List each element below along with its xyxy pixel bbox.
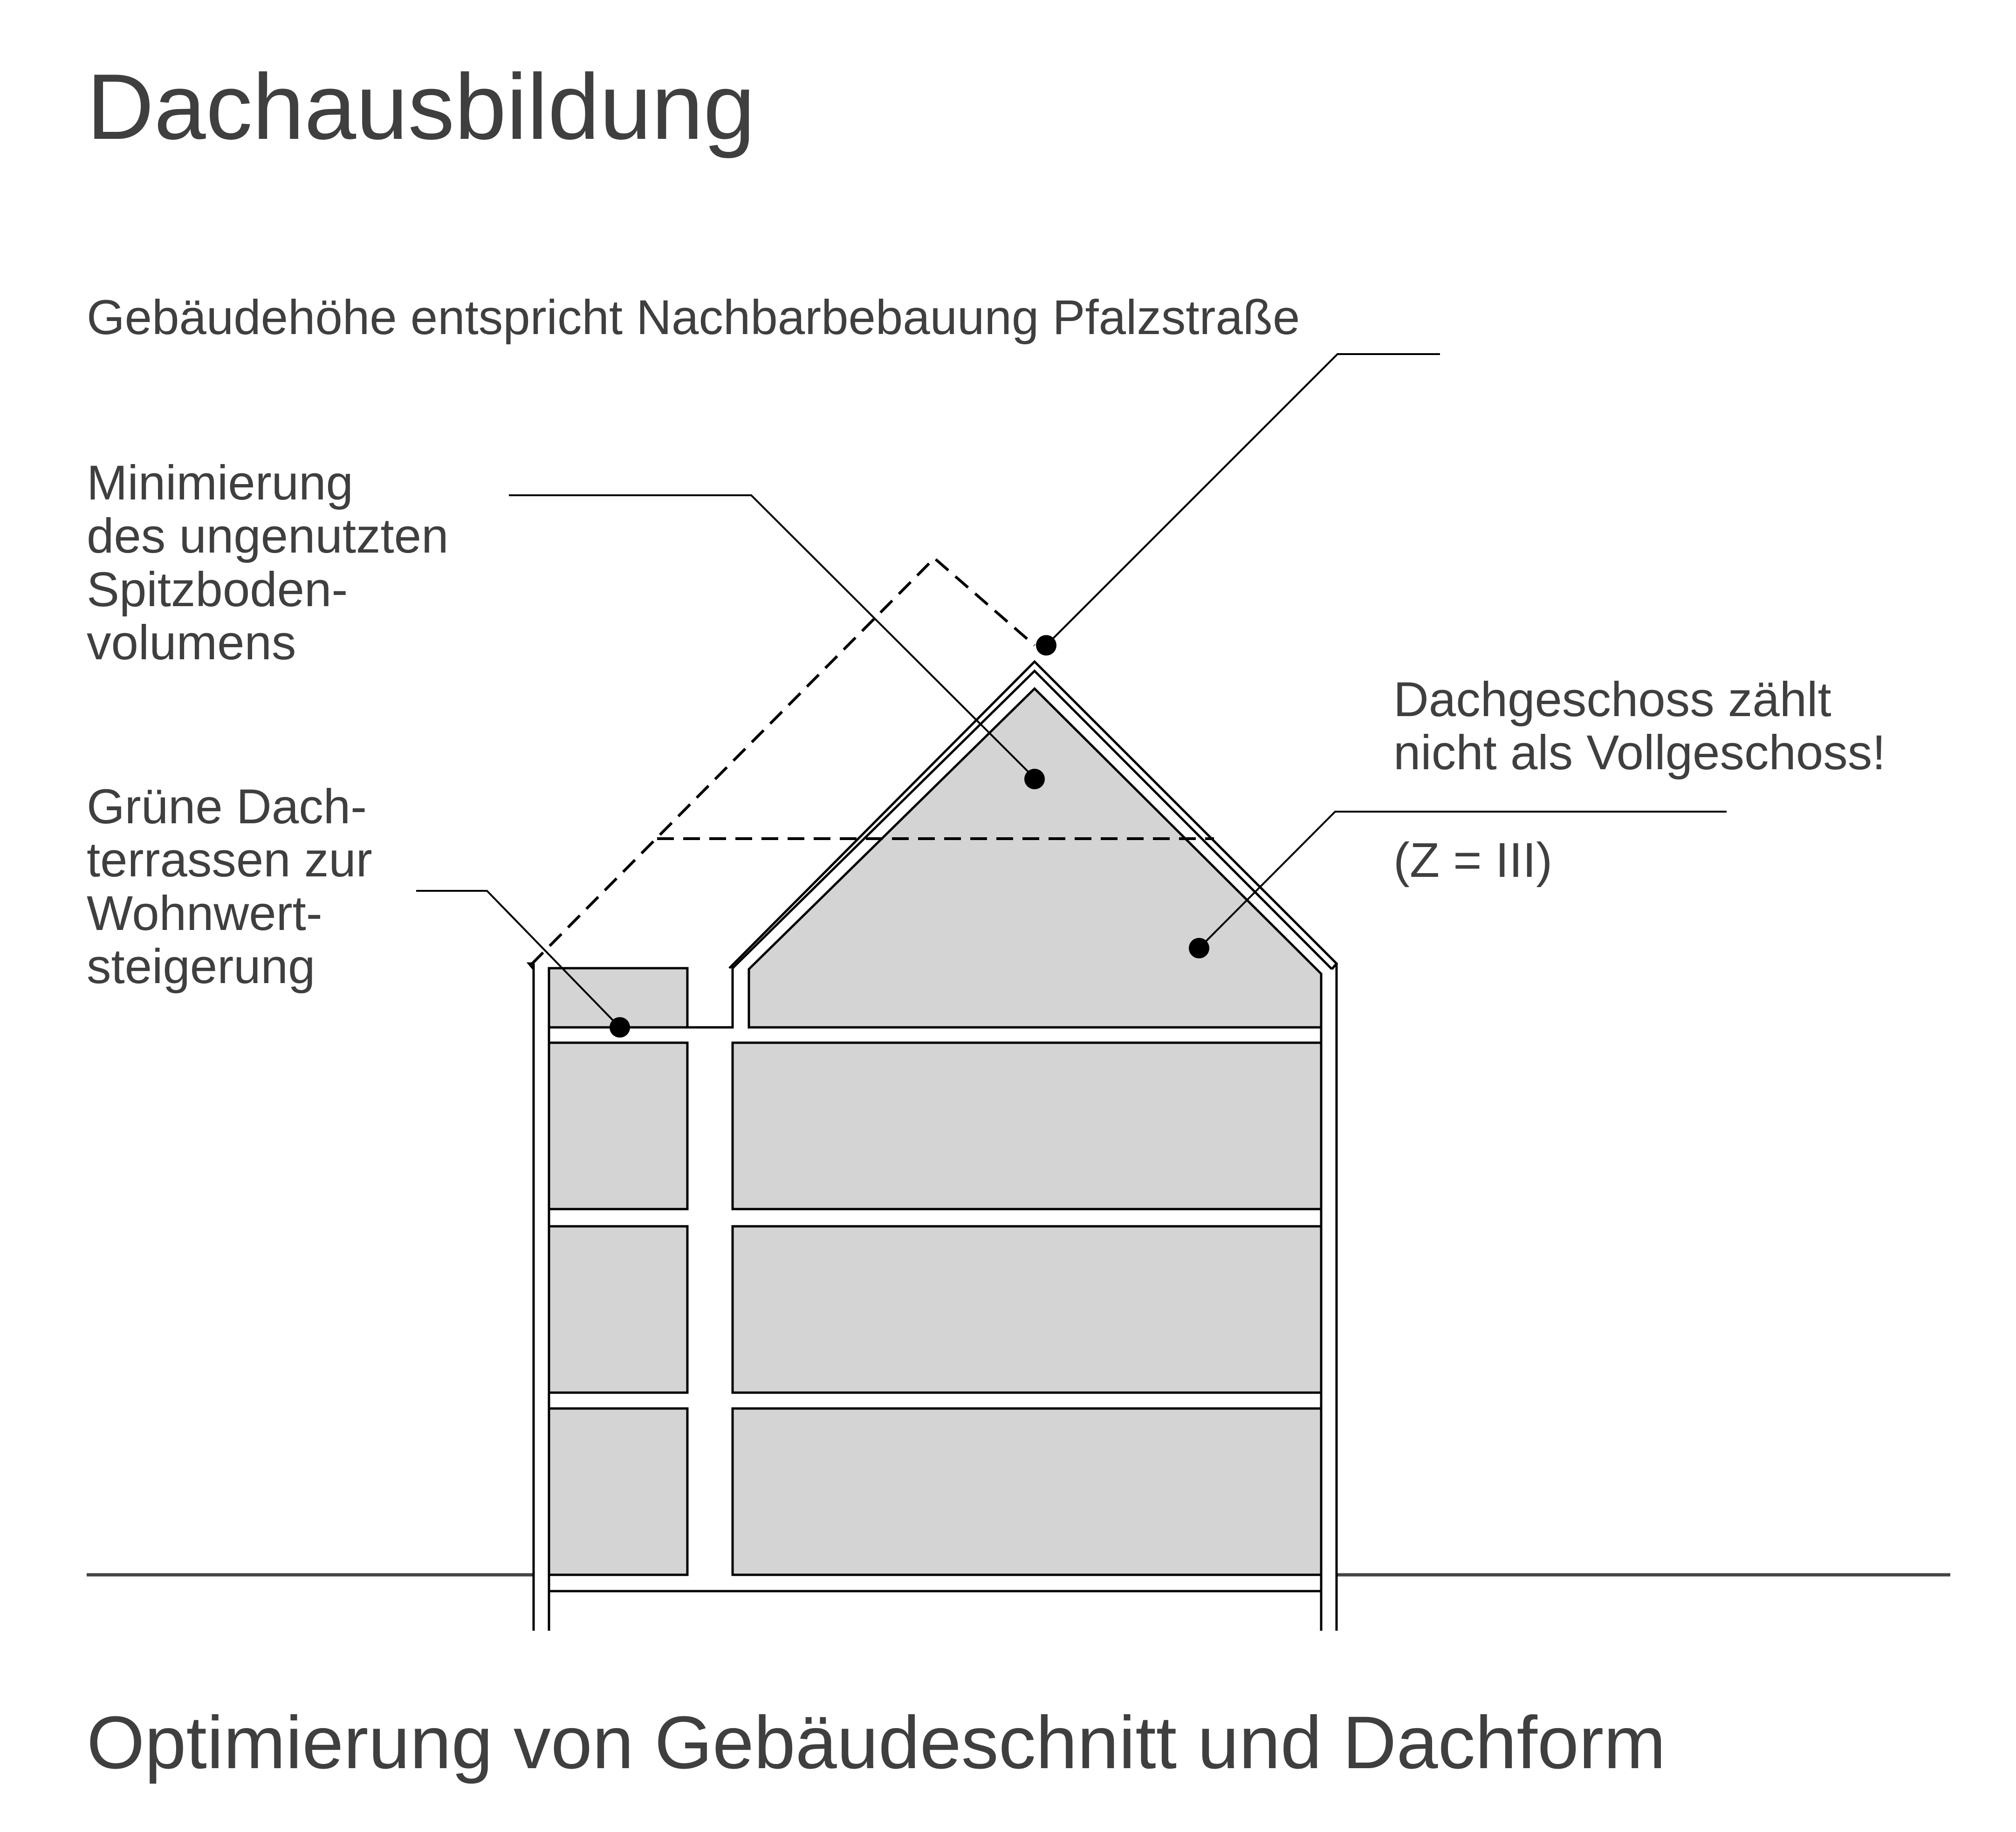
marker-dot bbox=[1189, 938, 1209, 958]
annotation-z-value: (Z = III) bbox=[1393, 833, 1553, 888]
leader-building-height bbox=[1046, 354, 1440, 645]
annotation-dachgeschoss: Dachgeschoss zählt nicht als Vollgeschoss! bbox=[1393, 672, 1886, 780]
storey-2-left bbox=[549, 1226, 687, 1393]
attic-volume bbox=[749, 689, 1321, 1027]
marker-dot bbox=[1024, 769, 1045, 789]
leader-spitzboden bbox=[509, 495, 1035, 778]
annotation-roof-terraces: Grüne Dach- terrassen zur Wohnwert- steigerung bbox=[87, 779, 372, 994]
leader-dachgeschoss bbox=[1199, 812, 1727, 948]
diagram-title: Dachausbildung bbox=[87, 55, 755, 159]
storey-1-right bbox=[733, 1408, 1321, 1575]
storey-3-left bbox=[549, 1043, 687, 1209]
annotation-building-height: Gebäudehöhe entspricht Nachbarbebauung Pfalzstraße bbox=[87, 290, 1300, 345]
storey-3-right bbox=[733, 1043, 1321, 1209]
storey-2-right bbox=[733, 1226, 1321, 1393]
marker-dot bbox=[610, 1017, 630, 1038]
full-storeys bbox=[549, 1043, 1321, 1575]
marker-dot bbox=[1036, 635, 1056, 656]
diagram-subtitle: Optimierung von Gebäudeschnitt und Dachform bbox=[87, 1701, 1666, 1784]
annotation-spitzboden: Minimierung des ungenutzten Spitzboden- volumens bbox=[87, 456, 449, 670]
storey-1-left bbox=[549, 1408, 687, 1575]
